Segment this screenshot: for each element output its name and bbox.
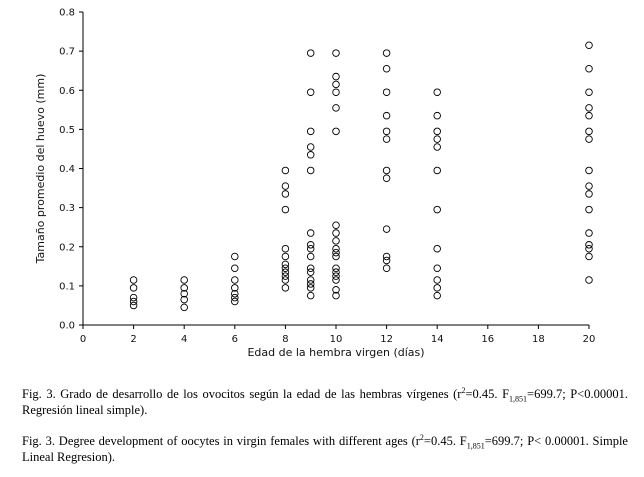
data-point [130,285,137,292]
data-point [282,167,289,174]
caption-es-mid: =0.45. F [465,387,510,401]
caption-es-pre: Fig. 3. Grado de desarrollo de los ovocitos según la edad de las hembras vírgenes (r [22,387,462,401]
data-point [130,302,137,309]
data-point [307,230,314,237]
data-point [434,112,441,119]
data-point [434,245,441,252]
data-point [586,112,593,119]
x-tick-label: 12 [380,334,393,345]
data-point [333,249,340,256]
data-point [586,245,593,252]
figure-caption-english [22,433,628,465]
data-point [586,136,593,143]
data-point [307,89,314,96]
data-point [130,294,137,301]
x-tick-label: 4 [181,334,188,345]
data-point [383,257,390,264]
data-point [333,50,340,57]
y-axis-title: Tamaño promedio del huevo (mm) [34,73,47,264]
caption-es-sup: 2 [461,385,466,395]
data-point [130,277,137,284]
data-point [586,253,593,260]
data-point [383,253,390,260]
data-point [383,226,390,233]
data-point [307,144,314,151]
data-point [586,206,593,213]
y-tick-label: 0.8 [59,7,75,19]
data-point [586,89,593,96]
data-point [232,294,239,301]
data-point [282,183,289,190]
data-point [434,265,441,272]
caption-es-sub: 1,851 [509,394,528,404]
data-point [307,285,314,292]
data-point [333,265,340,272]
data-point [307,241,314,248]
data-point [282,191,289,198]
data-point [383,50,390,57]
data-point [307,292,314,299]
x-tick-label: 10 [329,334,343,345]
data-point [434,206,441,213]
x-tick-label: 18 [532,334,545,345]
data-point [586,183,593,190]
data-point [307,253,314,260]
x-axis-title: Edad de la hembra virgen (días) [247,346,425,359]
data-point [586,65,593,72]
data-point [282,265,289,272]
data-point [333,81,340,88]
data-point [181,277,188,284]
caption-en-mid: =0.45. F [423,434,467,448]
data-point [333,277,340,284]
data-point [282,245,289,252]
data-point [333,128,340,135]
data-point [333,273,340,280]
data-point [383,175,390,182]
data-point [383,128,390,135]
y-tick-label: 0.3 [59,203,75,215]
x-tick-label: 0 [79,334,87,345]
data-point [307,269,314,276]
data-point [434,292,441,299]
data-point [586,128,593,135]
data-point [333,73,340,80]
y-tick-label: 0.2 [59,242,75,254]
data-point [307,281,314,288]
y-tick-label: 0.0 [59,320,75,332]
x-tick-label: 20 [582,334,596,345]
data-point [333,245,340,252]
data-point [434,144,441,151]
data-point [282,285,289,292]
y-tick-label: 0.6 [59,85,75,97]
data-point [232,277,239,284]
y-tick-label: 0.4 [59,164,75,175]
data-point [282,273,289,280]
data-point [333,230,340,237]
data-point [383,65,390,72]
data-point [282,261,289,268]
data-point [383,112,390,119]
data-point [586,277,593,284]
data-point [434,277,441,284]
data-point [307,128,314,135]
data-point [434,285,441,292]
data-point [383,167,390,174]
data-point [586,105,593,112]
data-point [307,245,314,252]
data-point [586,167,593,174]
caption-en-pre: Fig. 3. Degree development of oocytes in virgin females with different ages (r [22,434,420,448]
y-tick-label: 0.1 [59,281,75,293]
data-point [383,136,390,143]
data-point [586,241,593,248]
data-point [434,89,441,96]
data-point [333,253,340,260]
data-point [307,167,314,174]
data-point [181,304,188,311]
caption-es-post: =699.7; P<0.00001. Regresión lineal simple). [22,387,628,417]
x-tick-label: 6 [231,334,238,345]
data-point [282,277,289,284]
y-tick-label: 0.7 [59,46,75,58]
caption-en-post: =699.7; P< 0.00001. Simple Lineal Regresion). [22,434,628,464]
data-point [586,230,593,237]
data-point [282,253,289,260]
data-point [383,89,390,96]
figure-caption-spanish [22,386,628,418]
data-point [333,105,340,112]
data-point [130,298,137,305]
data-point [586,191,593,198]
x-tick-label: 8 [282,334,289,345]
data-point [307,50,314,57]
data-point [282,269,289,276]
data-point [383,265,390,272]
data-point [586,42,593,49]
data-point [434,167,441,174]
data-point [282,206,289,213]
data-point [333,238,340,245]
data-point [434,136,441,143]
data-point [232,298,239,305]
x-tick-label: 16 [481,334,495,345]
data-point [232,253,239,260]
data-point [232,265,239,272]
data-point [307,265,314,272]
caption-en-sup: 2 [419,432,424,442]
y-tick-label: 0.5 [59,124,75,136]
x-tick-label: 2 [130,334,137,345]
data-point [333,89,340,96]
data-point [333,269,340,276]
data-point [333,222,340,229]
data-point [434,128,441,135]
caption-en-sub: 1,851 [466,441,485,451]
data-point [307,277,314,284]
data-point [307,152,314,159]
x-tick-label: 14 [430,334,444,345]
